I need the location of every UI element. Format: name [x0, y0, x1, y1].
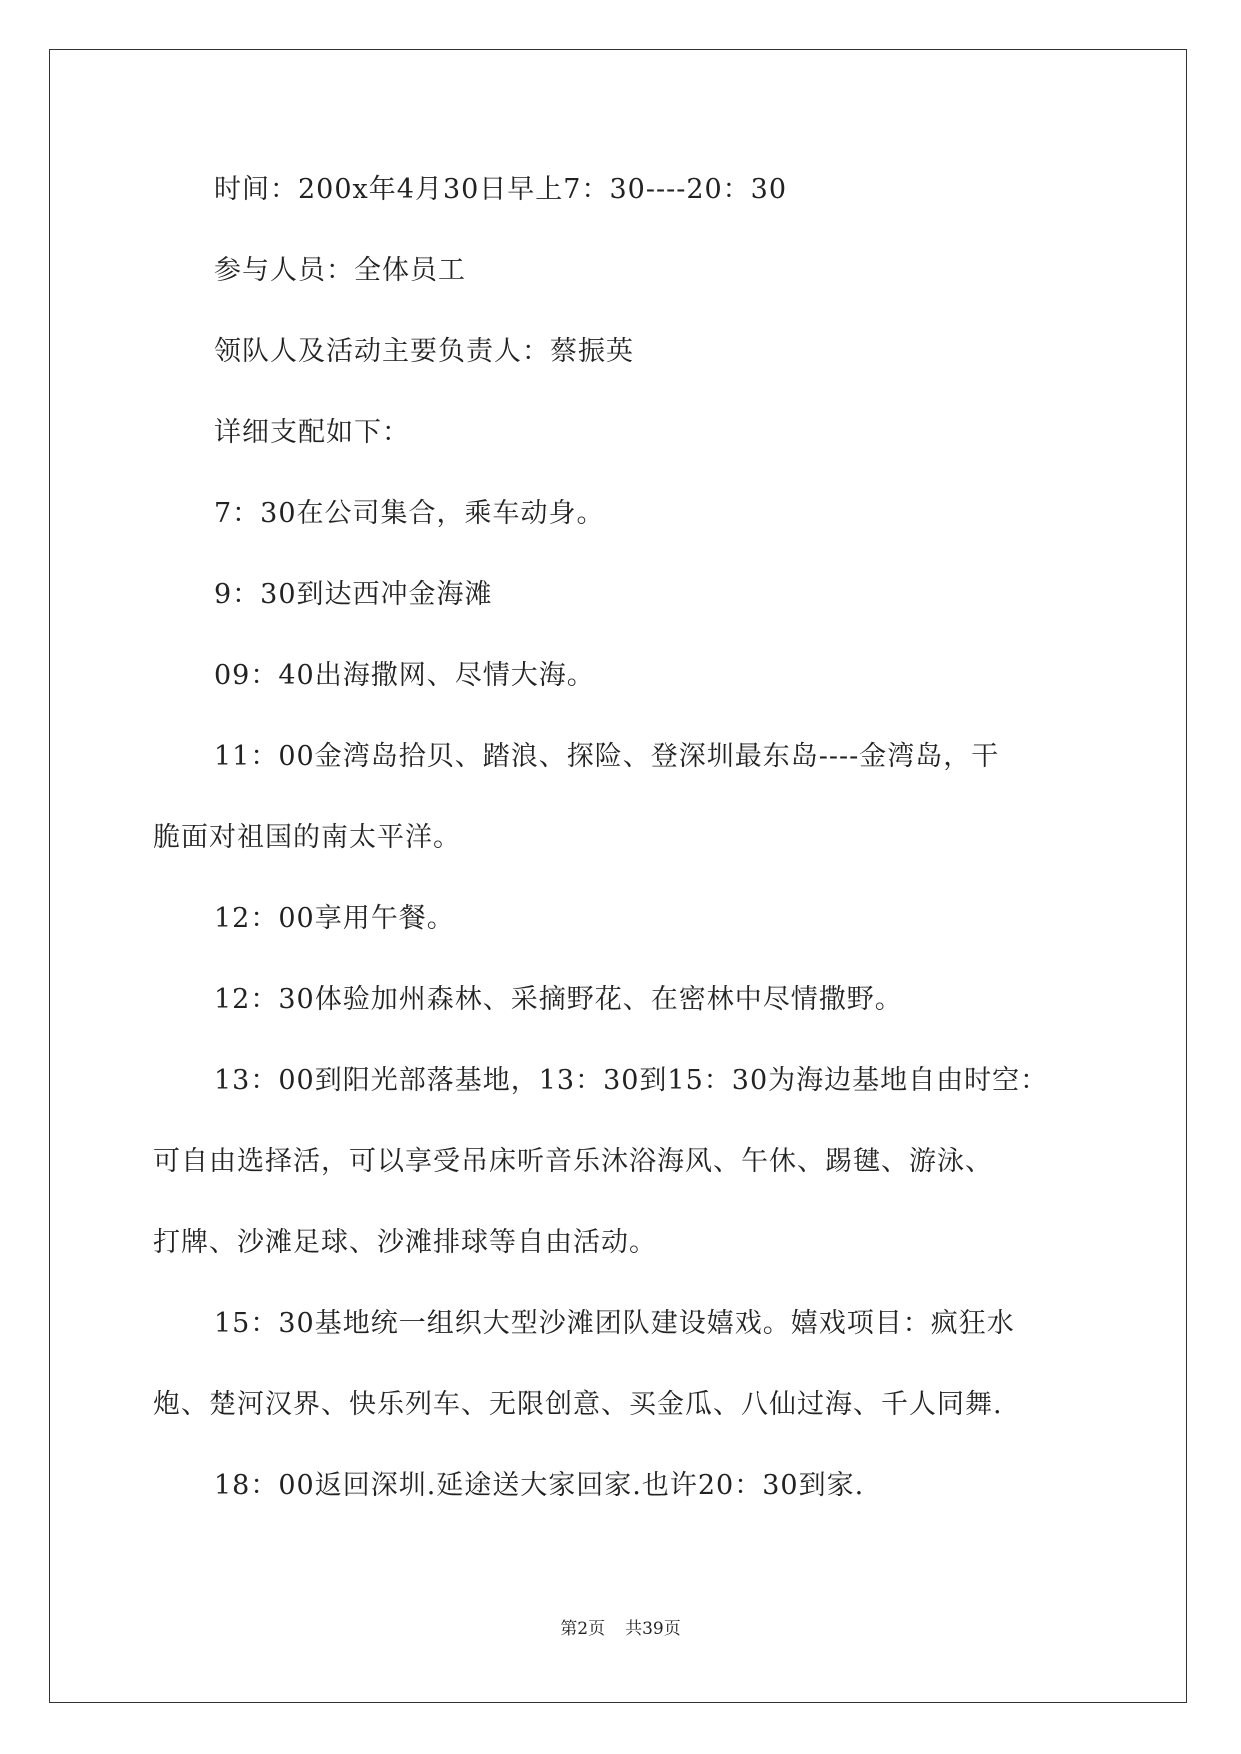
text-line-schedule-1300: 13：00到阳光部落基地，13：30到15：30为海边基地自由时空： — [214, 1065, 1049, 1096]
page-total: 共39页 — [625, 1619, 681, 1639]
text-line-schedule-1300-cont2: 打牌、沙滩足球、沙滩排球等自由活动。 — [153, 1227, 657, 1258]
text-line-participants: 参与人员：全体员工 — [214, 255, 466, 286]
text-line-schedule-1530: 15：30基地统一组织大型沙滩团队建设嬉戏。嬉戏项目：疯狂水 — [214, 1308, 1015, 1339]
text-line-schedule-1100-cont: 脆面对祖国的南太平洋。 — [153, 822, 461, 853]
text-line-schedule-1800: 18：00返回深圳.延途送大家回家.也许20：30到家. — [214, 1470, 865, 1501]
text-line-schedule-0730: 7：30在公司集合，乘车动身。 — [214, 498, 605, 529]
page-footer — [0, 1618, 1241, 1640]
text-line-schedule-heading: 详细支配如下： — [214, 417, 410, 448]
page-number: 第2页 — [560, 1619, 606, 1639]
text-line-time: 时间：200x年4月30日早上7：30----20：30 — [214, 174, 788, 205]
text-line-schedule-1100: 11：00金湾岛拾贝、踏浪、探险、登深圳最东岛----金湾岛，干 — [214, 741, 1000, 772]
page-border — [49, 49, 1187, 1703]
text-line-schedule-0930: 9：30到达西冲金海滩 — [214, 579, 493, 610]
text-line-schedule-0940: 09：40出海撒网、尽情大海。 — [214, 660, 595, 691]
text-line-schedule-1200: 12：00享用午餐。 — [214, 903, 455, 934]
text-line-schedule-1230: 12：30体验加州森林、采摘野花、在密林中尽情撒野。 — [214, 984, 903, 1015]
text-line-schedule-1300-cont1: 可自由选择活，可以享受吊床听音乐沐浴海风、午休、踢毽、游泳、 — [153, 1146, 993, 1177]
text-line-schedule-1530-cont: 炮、楚河汉界、快乐列车、无限创意、买金瓜、八仙过海、千人同舞. — [153, 1389, 1003, 1420]
text-line-leader: 领队人及活动主要负责人：蔡振英 — [214, 336, 634, 367]
